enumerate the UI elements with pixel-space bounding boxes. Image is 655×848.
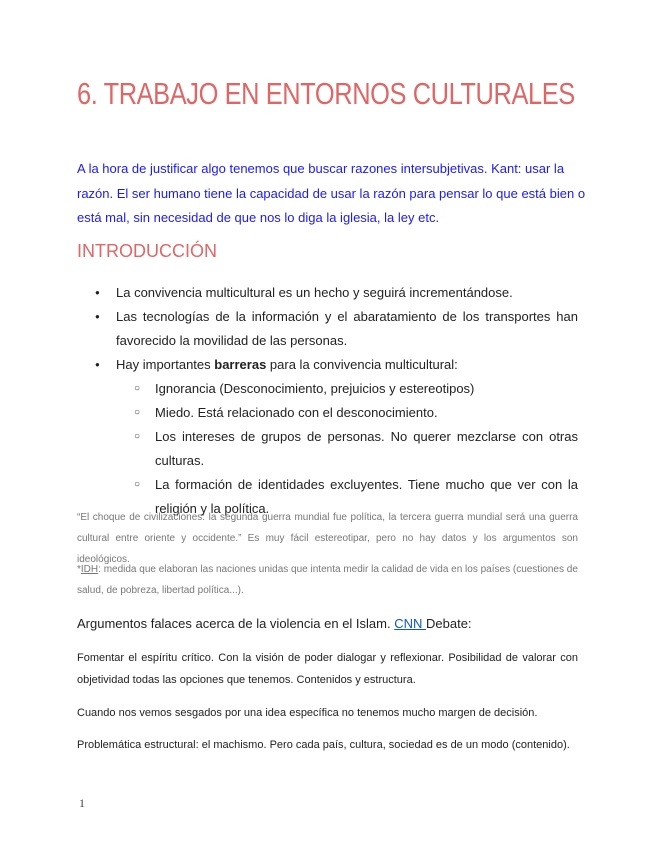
idh-note <box>77 559 578 601</box>
section-heading: INTRODUCCIÓN <box>77 241 217 261</box>
sub-list-item: ○ Los intereses de grupos de personas. No querer mezclarse con otras culturas. <box>116 425 578 473</box>
sub-bullet-list <box>116 377 578 521</box>
bullet-text: Hay importantes <box>116 357 215 372</box>
list-item: ● Las tecnologías de la información y el abaratamiento de los transportes han favorecido la movilidad de las personas. <box>77 305 578 353</box>
intro-paragraph: A la hora de justificar algo tenemos que buscar razones intersubjetivas. Kant: usar la razón. El ser humano tiene la capacidad de usar la razón para pensar lo que está bien o está mal, sin necesidad de que nos lo diga la iglesia, la ley etc. <box>77 161 586 225</box>
bold-term: barreras <box>214 357 267 372</box>
list-item-barreras <box>77 353 578 521</box>
sub-list-item: ○ Ignorancia (Desconocimiento, prejuicios y estereotipos) <box>116 377 578 401</box>
list-item: ● La convivencia multicultural es un hecho y seguirá incrementándose. <box>77 281 578 305</box>
paragraph-machismo: Problemática estructural: el machismo. Pero cada país, cultura, sociedad es de un modo (contenido). <box>77 739 570 751</box>
idh-star: * <box>77 564 81 575</box>
arguments-text: Argumentos falaces acerca de la violencia en el Islam. <box>77 616 395 631</box>
arguments-suffix: Debate: <box>426 616 472 631</box>
arguments-line <box>77 614 578 634</box>
idh-text: : medida que elaboran las naciones unidas que intenta medir la calidad de vida en los países (cuestiones de salud, de pobreza, libertad política...). <box>77 564 578 596</box>
bullet-list <box>77 281 578 521</box>
idh-term: IDH <box>80 564 99 575</box>
paragraph-sesgados: Cuando nos vemos sesgados por una idea específica no tenemos mucho margen de decisión. <box>77 707 538 719</box>
quote-paragraph: “El choque de civilizaciones: la segunda guerra mundial fue política, la tercera guerra mundial será una guerra cultural entre oriente y occidente.” Es muy fácil estereotipar, pero no hay datos y los argumentos son ideológicos. <box>77 512 578 565</box>
sub-list-item: ○ La formación de identidades excluyentes. Tiene mucho que ver con la religión y la política. <box>116 473 578 521</box>
bullet-text: para la convivencia multicultural: <box>266 357 458 372</box>
page-number: 1 <box>79 796 85 810</box>
cnn-link[interactable]: CNN <box>394 616 426 631</box>
sub-list-item: ○ Miedo. Está relacionado con el desconocimiento. <box>116 401 578 425</box>
page-title: 6. TRABAJO EN ENTORNOS CULTURALES <box>77 76 575 111</box>
paragraph-critico: Fomentar el espíritu crítico. Con la visión de poder dialogar y reflexionar. Posibilidad de valorar con objetividad todas las opciones que tenemos. Contenidos y estructura. <box>77 652 578 686</box>
